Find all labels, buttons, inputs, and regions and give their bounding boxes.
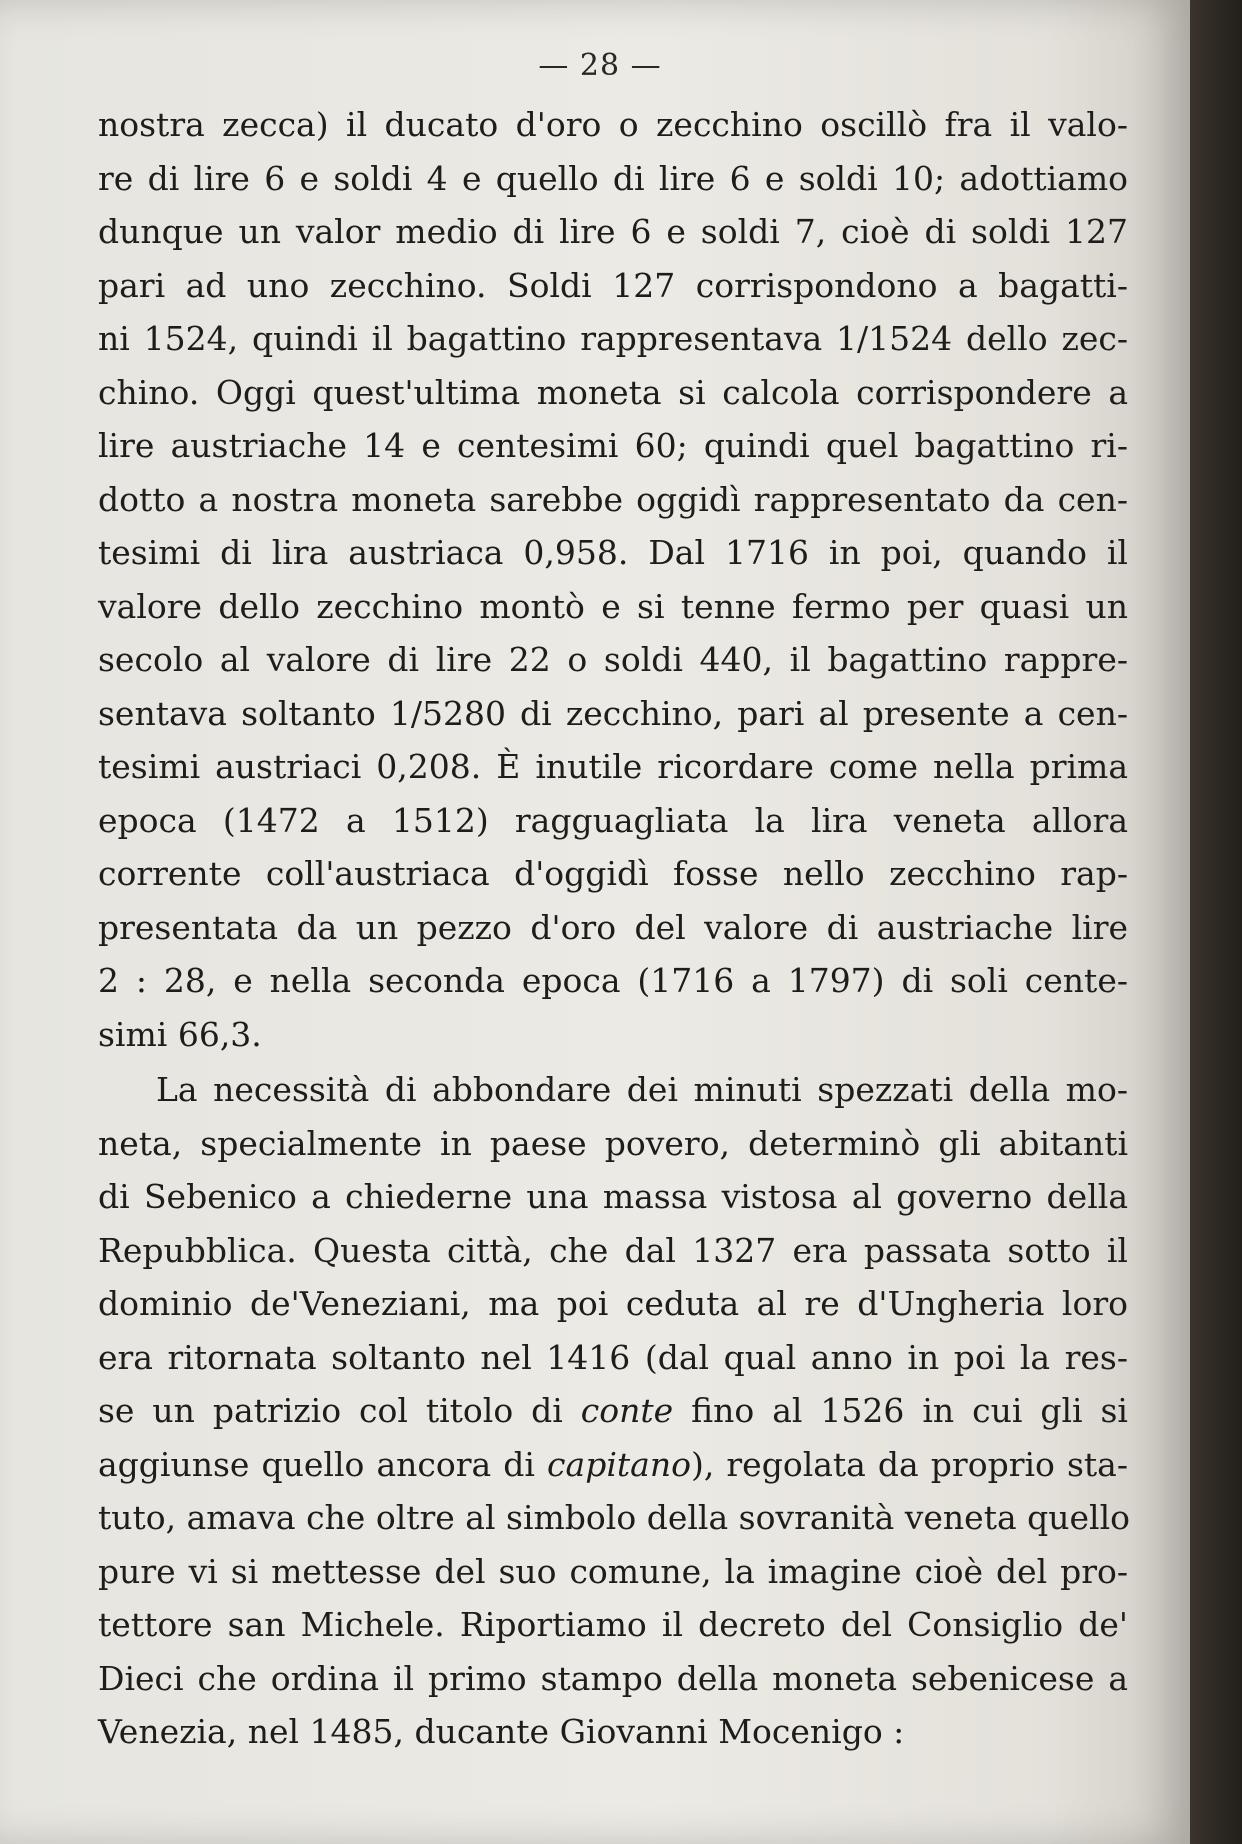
body-text bbox=[98, 98, 1131, 1759]
text-line: re di lire 6 e soldi 4 e quello di lire 6 e soldi 10; adottiamo bbox=[98, 158, 1128, 198]
text-line: nostra zecca) il ducato d'oro o zecchino oscillò fra il valo- bbox=[98, 105, 1128, 144]
text-line: dotto a nostra moneta sarebbe oggidì rappresentato da cen- bbox=[98, 479, 1128, 519]
text-line: simi 66,3. bbox=[98, 1014, 262, 1054]
text-line: presentata da un pezzo d'oro del valore di austriache lire bbox=[98, 907, 1128, 947]
page-number: — 28 — bbox=[538, 48, 662, 83]
text-line: tesimi di lira austriaca 0,958. Dal 1716 in poi, quando il bbox=[98, 533, 1128, 572]
text-line: pari ad uno zecchino. Soldi 127 corrispondono a bagatti- bbox=[98, 265, 1128, 305]
text-line: Dieci che ordina il primo stampo della moneta sebenicese a bbox=[98, 1658, 1128, 1698]
text-line: ni 1524, quindi il bagattino rappresentava 1/1524 dello zec- bbox=[98, 319, 1128, 358]
text-line: Venezia, nel 1485, ducante Giovanni Mocenigo : bbox=[98, 1712, 905, 1751]
text-line: dunque un valor medio di lire 6 e soldi 7, cioè di soldi 127 bbox=[98, 212, 1128, 251]
text-line: chino. Oggi quest'ultima moneta si calcola corrispondere a bbox=[98, 372, 1128, 412]
text-line: se un patrizio col titolo di conte fino al 1526 in cui gli si bbox=[98, 1391, 1128, 1430]
text-line: epoca (1472 a 1512) ragguagliata la lira veneta allora bbox=[98, 800, 1128, 840]
text-line: sentava soltanto 1/5280 di zecchino, pari al presente a cen- bbox=[98, 693, 1128, 733]
book-edge-shadow bbox=[1190, 0, 1242, 1844]
text-line: secolo al valore di lire 22 o soldi 440, il bagattino rappre- bbox=[98, 640, 1128, 679]
text-line: tesimi austriaci 0,208. È inutile ricordare come nella prima bbox=[98, 747, 1128, 786]
text-line: aggiunse quello ancora di capitano), regolata da proprio sta- bbox=[98, 1444, 1128, 1484]
text-line: di Sebenico a chiederne una massa vistosa al governo della bbox=[98, 1177, 1128, 1216]
text-line: Repubblica. Questa città, che dal 1327 era passata sotto il bbox=[98, 1230, 1128, 1270]
text-line: dominio de'Veneziani, ma poi ceduta al re d'Ungheria loro bbox=[98, 1284, 1128, 1323]
text-line: tettore san Michele. Riportiamo il decreto del Consiglio de' bbox=[98, 1605, 1128, 1644]
text-line: era ritornata soltanto nel 1416 (dal qual anno in poi la res- bbox=[98, 1337, 1128, 1377]
text-line: 2 : 28, e nella seconda epoca (1716 a 1797) di soli cente- bbox=[98, 961, 1128, 1000]
text-line: pure vi si mettesse del suo comune, la imagine cioè del pro- bbox=[98, 1551, 1128, 1591]
text-line: valore dello zecchino montò e si tenne fermo per quasi un bbox=[98, 586, 1128, 626]
text-line: neta, specialmente in paese povero, determinò gli abitanti bbox=[98, 1123, 1128, 1163]
text-line: La necessità di abbondare dei minuti spezzati della mo- bbox=[156, 1070, 1128, 1109]
text-line: tuto, amava che oltre al simbolo della sovranità veneta quello bbox=[98, 1498, 1131, 1537]
paragraph-1 bbox=[98, 98, 1128, 1061]
paragraph-2 bbox=[98, 1063, 1131, 1759]
text-line: lire austriache 14 e centesimi 60; quindi quel bagattino ri- bbox=[98, 426, 1128, 465]
text-line: corrente coll'austriaca d'oggidì fosse nello zecchino rap- bbox=[98, 854, 1128, 893]
